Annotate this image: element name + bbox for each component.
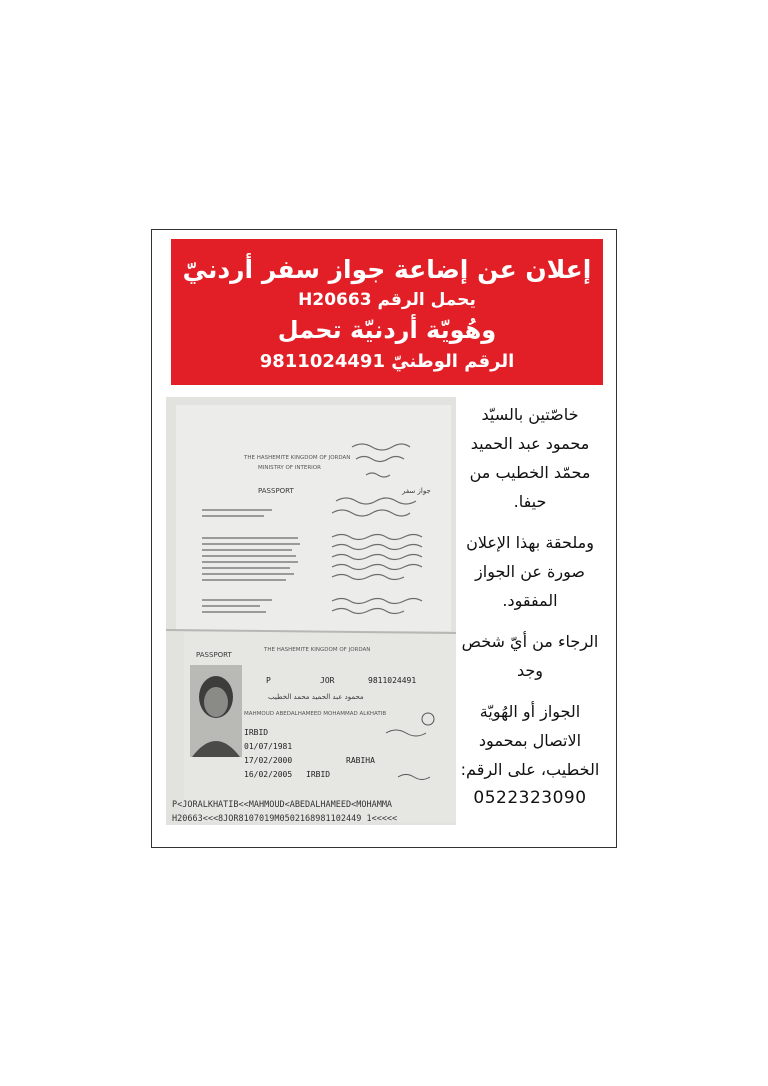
notice-paragraph-contact [458, 697, 602, 813]
passport-scan-image [166, 397, 456, 825]
headline-title: إعلان عن إضاعة جواز سفر أردنيّ [182, 255, 592, 284]
contact-phone-number: 0522323090 [473, 788, 587, 808]
notice-paragraph-owner: خاصّتين بالسيّد محمود عبد الحميد محمّد الخطيب من حيفا. [469, 405, 591, 511]
passport-name-arabic: محمود عبد الحميد محمد الخطيب [268, 693, 364, 701]
headline-id-line: وهُويّة أردنيّة تحمل [277, 316, 497, 344]
headline-passport-number: يحمل الرقم H20663 [298, 290, 476, 310]
headline-banner [171, 239, 603, 385]
notice-paragraph-attachment: وملحقة بهذا الإعلان صورة عن الجواز المفقود. [466, 533, 594, 610]
passport-place-of-birth: IRBID [244, 728, 269, 737]
passport-title: PASSPORT [258, 487, 294, 495]
passport-country: JOR [320, 676, 335, 685]
notice-paragraph-request: الرجاء من أيّ شخص وجد [461, 632, 599, 680]
passport-date-of-expiry: 16/02/2005 [244, 770, 293, 779]
notice-contact-text: الجواز أو الهُويّة الاتصال بمحمود الخطيب، على الرقم: [460, 702, 600, 779]
passport-kingdom-bottom: THE HASHEMITE KINGDOM OF JORDAN [264, 647, 371, 653]
passport-place-of-issue: IRBID [306, 770, 331, 779]
passport-date-of-birth: 01/07/1981 [244, 742, 293, 751]
passport-mrz-line-1: P<JORALKHATIB<<MAHMOUD<ABEDALHAMEED<MOHAMMA [172, 800, 393, 810]
passport-type: P [266, 676, 271, 685]
passport-kingdom-top: THE HASHEMITE KINGDOM OF JORDAN [244, 455, 351, 461]
passport-ministry: MINISTRY OF INTERIOR [258, 465, 321, 471]
passport-arabic-title: جواز سفر [402, 487, 431, 495]
notice-body [458, 400, 602, 813]
passport-national-no: 9811024491 [368, 676, 417, 685]
headline-national-number: الرقم الوطنيّ 9811024491 [259, 351, 515, 372]
passport-label-small: PASSPORT [196, 651, 232, 659]
passport-mother-name: RABIHA [346, 756, 375, 765]
announcement-frame [151, 229, 617, 848]
passport-date-of-issue: 17/02/2000 [244, 756, 293, 765]
passport-name-latin: MAHMOUD ABEDALHAMEED MOHAMMAD ALKHATIB [244, 711, 387, 717]
passport-mrz-line-2: H20663<<<8JOR8107019M0502168981102449 1<<<<< [172, 814, 398, 824]
